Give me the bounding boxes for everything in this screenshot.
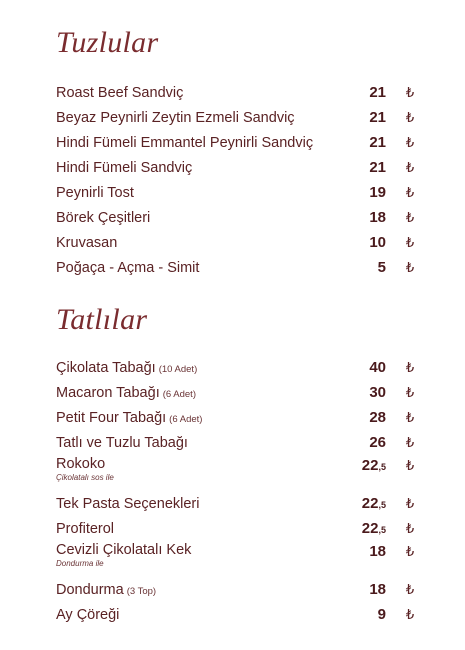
lira-icon: ₺: [405, 109, 415, 125]
price-whole: 26: [369, 434, 386, 451]
lira-icon: ₺: [405, 581, 415, 597]
lira-icon: ₺: [405, 159, 415, 175]
menu-item-name: Petit Four Tabağı: [56, 409, 167, 426]
menu-item-name: Peynirli Tost: [56, 184, 134, 201]
price-whole: 22: [361, 495, 379, 512]
menu-item: [56, 516, 416, 541]
price-whole: 28: [369, 409, 386, 426]
menu-list-sweet: [56, 355, 416, 627]
menu-item-price: [354, 520, 386, 537]
menu-item: [56, 380, 416, 405]
price-whole: 30: [369, 384, 386, 401]
menu-item-price: [354, 209, 386, 226]
lira-icon: ₺: [405, 409, 415, 425]
price-whole: 10: [369, 234, 386, 251]
menu-item-name: Tatlı ve Tuzlu Tabağı: [56, 434, 188, 451]
menu-item-price: [354, 581, 386, 598]
menu-item: [56, 577, 416, 602]
price-whole: 22: [361, 520, 379, 537]
menu-item-price: [354, 184, 386, 201]
menu-item-name: Profiterol: [56, 520, 115, 537]
menu-item-name: Macaron Tabağı: [56, 384, 160, 401]
price-whole: 18: [369, 543, 386, 560]
menu-item-price: [354, 434, 386, 451]
menu-item-price: [354, 606, 386, 623]
price-whole: 21: [369, 159, 386, 176]
lira-icon: ₺: [405, 234, 415, 250]
price-whole: 40: [369, 359, 386, 376]
menu-item: [56, 355, 416, 380]
lira-icon: ₺: [405, 458, 415, 473]
menu-item: [56, 455, 416, 491]
menu-item-name: Kruvasan: [56, 234, 118, 251]
lira-icon: ₺: [405, 84, 415, 100]
price-whole: 22: [361, 457, 379, 474]
lira-icon: ₺: [405, 184, 415, 200]
menu-item: [56, 230, 416, 255]
menu-item-name: Çikolata Tabağı: [56, 359, 156, 376]
menu-item-name: Dondurma: [56, 581, 124, 598]
menu-item-price: [354, 543, 386, 560]
menu-item-quantity: (6 Adet): [162, 388, 196, 400]
lira-icon: ₺: [405, 359, 415, 375]
price-whole: 18: [369, 209, 386, 226]
menu-item-price: [354, 134, 386, 151]
menu-item-price: [354, 359, 386, 376]
menu-item: [56, 405, 416, 430]
menu-item: [56, 205, 416, 230]
menu-item-price: [354, 409, 386, 426]
menu-list-savory: [56, 80, 416, 280]
menu-item: [56, 80, 416, 105]
lira-icon: ₺: [405, 134, 415, 150]
menu-item: [56, 130, 416, 155]
menu-item-quantity: (3 Top): [126, 585, 157, 597]
menu-item-name: Hindi Fümeli Emmantel Peynirli Sandviç: [56, 134, 314, 151]
lira-icon: ₺: [405, 434, 415, 450]
menu-item-price: [354, 259, 386, 276]
menu-item-price: [354, 457, 386, 474]
price-whole: 18: [369, 581, 386, 598]
menu-item-name: Rokoko: [56, 456, 106, 472]
lira-icon: ₺: [405, 384, 415, 400]
menu-item-name: Tek Pasta Seçenekleri: [56, 495, 200, 512]
menu-item-name: Börek Çeşitleri: [56, 209, 151, 226]
menu-item-price: [354, 234, 386, 251]
price-whole: 19: [369, 184, 386, 201]
menu-item-quantity: (10 Adet): [158, 363, 198, 375]
menu-item-price: [354, 495, 386, 512]
menu-item-name: Beyaz Peynirli Zeytin Ezmeli Sandviç: [56, 109, 295, 126]
menu-item-name: Roast Beef Sandviç: [56, 84, 184, 101]
price-whole: 9: [377, 606, 386, 623]
price-fraction: ,5: [378, 462, 386, 472]
menu-item-name: Cevizli Çikolatalı Kek: [56, 542, 192, 558]
price-whole: 5: [377, 259, 386, 276]
price-whole: 21: [369, 109, 386, 126]
menu-item-price: [354, 384, 386, 401]
menu-item: [56, 430, 416, 455]
lira-icon: ₺: [405, 520, 415, 536]
menu-item-name: Ay Çöreği: [56, 606, 120, 623]
lira-icon: ₺: [405, 209, 415, 225]
menu-item-price: [354, 84, 386, 101]
menu-item-note: Dondurma ile: [56, 558, 104, 568]
lira-icon: ₺: [405, 495, 415, 511]
menu-item: [56, 105, 416, 130]
price-whole: 21: [369, 134, 386, 151]
menu-item: [56, 491, 416, 516]
menu-item: [56, 180, 416, 205]
menu-item: [56, 255, 416, 280]
lira-icon: ₺: [405, 544, 415, 559]
menu-item-price: [354, 109, 386, 126]
section-title-sweet: Tatlılar: [56, 303, 148, 336]
price-fraction: ,5: [378, 525, 386, 535]
price-fraction: ,5: [378, 500, 386, 510]
lira-icon: ₺: [405, 259, 415, 275]
menu-item-quantity: (6 Adet): [169, 413, 203, 425]
menu-item-note: Çikolatalı sos ile: [56, 472, 114, 482]
price-whole: 21: [369, 84, 386, 101]
lira-icon: ₺: [405, 606, 415, 622]
menu-item: [56, 155, 416, 180]
menu-item: [56, 602, 416, 627]
menu-item-price: [354, 159, 386, 176]
section-title-savory: Tuzlular: [56, 26, 159, 59]
menu-item-name: Hindi Fümeli Sandviç: [56, 159, 193, 176]
menu-item: [56, 541, 416, 577]
menu-item-name: Poğaça - Açma - Simit: [56, 259, 200, 276]
